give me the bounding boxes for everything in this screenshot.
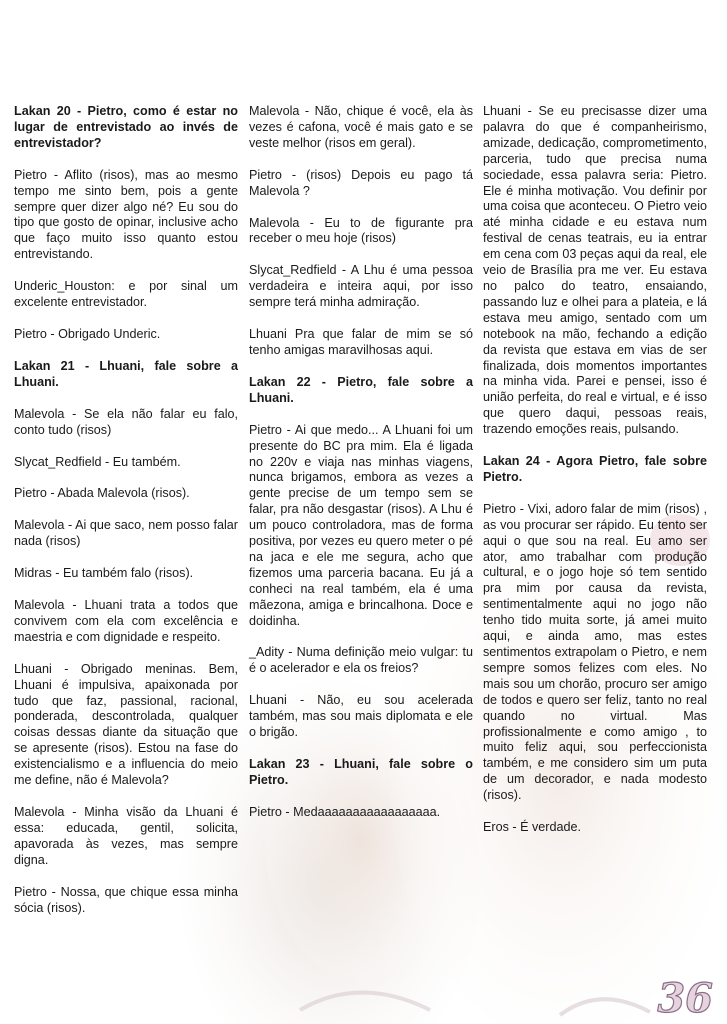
answer-paragraph: Malevola - Eu to de figurante pra receber o meu hoje (risos) [249, 215, 473, 246]
answer-paragraph: Malevola - Minha visão da Lhuani é essa: educada, gentil, solicita, apavorada às vezes, mas sempre digna. [14, 805, 238, 867]
answer-paragraph: Lhuani - Obrigado meninas. Bem, Lhuani é impulsiva, apaixonada por tudo que faz, passional, racional, ponderada, descontrolada, qualquer coisas dessas diante da situação que se apresente (risos). Estou na fase do existencialismo e a influencia do meio me define, não é Malevola? [14, 661, 238, 788]
answer-paragraph: Midras - Eu também falo (risos). [14, 566, 194, 581]
question-paragraph: Lakan 21 - Lhuani, fale sobre a Lhuani. [14, 358, 238, 389]
answer-paragraph: Pietro - Medaaaaaaaaaaaaaaaaa. [249, 804, 441, 819]
answer-paragraph: Eros - É verdade. [483, 820, 581, 835]
answer-paragraph: Slycat_Redfield - Eu também. [14, 454, 181, 469]
answer-paragraph: Pietro - Ai que medo... A Lhuani foi um presente do BC pra mim. Ela é ligada no 220v e viaja nas minhas viagens, nunca brigamos, embora as vezes a gente precise de um tempo sem se falar, pra não desgastar (risos). A Lhu é um pouco controladora, mas de forma positiva, por vezes eu quero meter o pé na jaca e ele me segura, acho que fizemos uma parceria bacana. Eu já a conheci na real também, ela é uma mãezona, amiga e brincalhona. Doce e doidinha. [249, 422, 473, 628]
answer-paragraph: Slycat_Redfield - A Lhu é uma pessoa verdadeira e inteira aqui, por isso sempre terá minha admiração. [249, 263, 473, 310]
answer-paragraph: Pietro - Abada Malevola (risos). [14, 486, 190, 501]
answer-paragraph: Underic_Houston: e por sinal um excelente entrevistador. [14, 279, 238, 310]
answer-paragraph: _Adity - Numa definição meio vulgar: tu é o acelerador e ela os freios? [249, 645, 473, 676]
text-column-3 [483, 104, 707, 852]
answer-paragraph: Lhuani Pra que falar de mim se só tenho amigas maravilhosas aqui. [249, 327, 473, 357]
text-column-1 [14, 104, 238, 932]
question-paragraph: Lakan 24 - Agora Pietro, fale sobre Pietro. [483, 454, 707, 484]
answer-paragraph: Pietro - Obrigado Underic. [14, 326, 161, 341]
answer-paragraph: Lhuani - Se eu precisasse dizer uma palavra do que é companheirismo, amizade, dedicação, comprometimento, parceria, tudo que precisa numa sociedade, essa palavra seria: Pietro. Ele é minha motivação. Vou definir por uma coisa que aconteceu. O Pietro veio até minha cidade e eu estava num festival de cenas teatrais, eu ia entrar em cena com 03 peças aqui da real, ele veio de Brasília pra me ver. Eu estava no palco do teatro, ensaiando, passando luz e olhei para a plateia, e lá estava meu amigo, sentado com um notebook na mão, fechando a edição da revista que estava em vias de ser finalizada, dois momentos importantes na minha vida. Parei e pensei, isso é união perfeita, do real e virtual, e é isso que quero daqui, pessoas reais, trazendo emoções reais, pulsando. [483, 104, 707, 437]
answer-paragraph: Malevola - Não, chique é você, ela às vezes é cafona, você é mais gato e se veste melhor (risos em geral). [249, 104, 473, 150]
answer-paragraph: Malevola - Lhuani trata a todos que convivem com ela com excelência e maestria e com dignidade e respeito. [14, 598, 238, 644]
answer-paragraph: Malevola - Se ela não falar eu falo, conto tudo (risos) [14, 406, 238, 437]
question-paragraph: Lakan 22 - Pietro, fale sobre a Lhuani. [249, 374, 473, 405]
answer-paragraph: Lhuani - Não, eu sou acelerada também, mas sou mais diplomata e ele o brigão. [249, 693, 473, 740]
question-paragraph: Lakan 23 - Lhuani, fale sobre o Pietro. [249, 757, 473, 787]
answer-paragraph: Pietro - Vixi, adoro falar de mim (risos) , as vou procurar ser rápido. Eu tento ser aqui o que sou na real. Eu amo ser ator, amo trabalhar com produção cultural, e o jogo hoje só tem sentido pra mim por causa da revista, sentimentalmente aqui no jogo não tenho tido muita sorte, já amei muito aqui, e ainda amo, mas estes sentimentos extrapolam o Pietro, e nem sempre somos felizes com eles. No mais sou um chorão, procuro ser amigo de todos e quero ser feliz, tanto no real quando no virtual. Mas profissionalmente e como amigo , to muito feliz aqui, sou perfeccionista também, e me considero sim um puta de um decorador, e nada modesto (risos). [483, 501, 707, 803]
answer-paragraph: Pietro - (risos) Depois eu pago tá Malevola ? [249, 167, 473, 198]
text-column-2 [249, 104, 473, 837]
page-number: 36 [657, 975, 713, 1022]
question-paragraph: Lakan 20 - Pietro, como é estar no lugar de entrevistado ao invés de entrevistador? [14, 104, 238, 150]
answer-paragraph: Malevola - Ai que saco, nem posso falar nada (risos) [14, 518, 238, 549]
answer-paragraph: Pietro - Aflito (risos), mas ao mesmo tempo me sinto bem, pois a gente sempre quer dizer algo né? Eu sou do tipo que gosto de opinar, inclusive acho que faço muito isso quanto estou entrevistando. [14, 167, 238, 262]
answer-paragraph: Pietro - Nossa, que chique essa minha sócia (risos). [14, 884, 238, 915]
